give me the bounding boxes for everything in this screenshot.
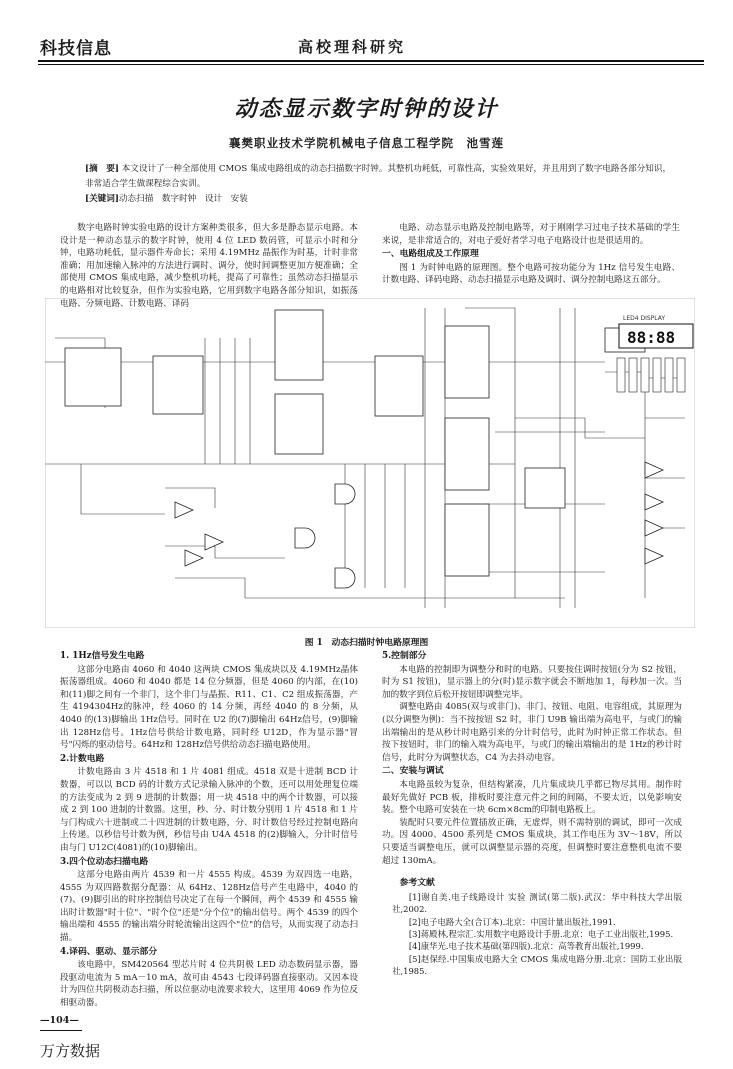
figure-caption: 图 1 动态扫描时钟电路原理图 [304,638,429,648]
section-install-paragraph: 本电路虽较为复杂，但结构紧凑，几片集成块几乎都已物尽其用。制作时最好先做好 PCB 板，排板时要注意元件之间的间隔，不要太近，以免影响安装。整个电路可安装在一块 6cm×8cm的印制电路板上。 [382,779,682,816]
paper-author: 襄樊职业技术学院机械电子信息工程学院 池雪莲 [229,136,504,150]
schematic-gates [175,462,663,588]
page-number: —104— [40,1015,79,1026]
section-decode-paragraph: 该电路中，SM420564 型芯片时 4 位共阴极 LED 动态数码显示器，器段驱动电流为 5 mA－10 mA，故可由 4543 七段译码器直接驱动。又因本设计为四位共阴极动态扫描，所以位驱动电流要求较大，这里用 4069 作为位反相驱动器。 [60,960,358,1009]
reference-item: [2]电子电路大全(合订本).北京：中国计量出版社,1991. [408,916,616,927]
reference-item: [1]谢自美.电子线路设计 实验 测试(第二版).武汉：华中科技大学出版社,2002. [392,891,682,915]
abstract-label: [摘 要] [85,164,119,174]
ic-4518-chip [375,356,423,416]
journal-name: 科技信息 [40,39,112,59]
body-left-column-2 [60,649,358,1010]
circuit-overview-paragraph: 图 1 为时钟电路的原理图。整个电路可按功能分为 1Hz 信号发生电路、计数电路、译码电路、动态扫描显示电路及调时、调分控制电路这五部分。 [382,262,680,286]
reference-item: [3]蒋殿林,程宗汇.实用数字电路设计手册.北京：电子工业出版社,1995. [408,928,674,939]
section-heading-circuit: 一、电路组成及工作原理 [382,249,479,260]
references [382,877,682,977]
abstract [85,162,675,192]
schematic-wires [45,298,695,628]
section-control-paragraph-2: 调整电路由 4085(双与或非门)、非门、按钮、电阻、电容组成，其原理为(以分调整为例)：当不按按钮 S2 时，非门 U9B 输出端为高电平，与或门的输出端输出的是从秒计时电路引来的分计时信号，此时为时钟正常工作状态。但按下按钮时，非门的输入端为高电平，与或门的输出端输出的是 1Hz的秒计时信号，此时分为调整状态，C4 为去抖动电容。 [382,702,682,763]
paper-title: 动态显示数字时钟的设计 [234,97,499,122]
section-scan-heading: 3.四个位动态扫描电路 [60,856,149,867]
section-install-heading: 二、安装与调试 [382,766,444,777]
section-install-paragraph-2: 装配时只要元件位置插放正确，无虚焊，则不需特别的调试，即可一次成功。因 4000、4500 系列是 CMOS 集成块，其工作电压为 3V～18V，所以只要适当调整电压，就可以调整显示器的亮度，但调整时要注意整机电流不要超过 130mA。 [382,817,682,866]
circuit-schematic-figure [45,298,695,628]
led-display-label: LED4 DISPLAY [623,315,666,322]
intro-paragraph-cont: 电路、动态显示电路及控制电路等，对于刚刚学习过电子技术基础的学生来说，是非常适合的，对电子爱好者学习电子电路设计也是很适用的。 [382,223,680,246]
led-display-digits: 88:88 [627,328,676,347]
section-counter-paragraph: 计数电路由 3 片 4518 和 1 片 4081 组成。4518 双是十进制 BCD 计数器，可以以 BCD 码的计数方式记录输入脉冲的个数，还可以用处理复位端的方法变成为 2 到 9 进制的计数器；用一块 4518 中的两个计数器，可以接成 2 到 100 进制的计数器。这里，秒、分、时计数分别用 1 片 4518 和 1 片与门构成六十进制或二十四进制的计数电路，分、时计数信号经过控制电路向上传递。以秒信号计数为例，秒信号由 U4A 4518 的(2)脚输入，分计时信号由与门 U12C(4081)的(10)脚输出。 [60,767,358,853]
header-rule-thin [38,64,704,65]
reference-item: [4]康华光.电子技术基础(第四版).北京：高等教育出版社,1999. [408,941,644,952]
keywords-label: [关键词] [85,194,119,204]
section-scan-paragraph: 这部分电路由两片 4539 和一片 4555 构成。4539 为双四选一电路，4555 为双四路数据分配器：从 64Hz、128Hz信号产生电路中，4040 的(7)、(9)脚引出的时序控制信号决定了在每一个瞬间，两个 4539 和 4555 输出时计数器"时十位"、"时个位"还是"分个位"的输出信号。两个 4539 的四个输出端和 4555 的输出端分时轮流输出这四个"位"的信号，从而实现了动态扫描。 [60,870,358,944]
ic-4555-chip [445,504,489,576]
intro-paragraph: 数字电路时钟实验电路的设计方案种类很多，但大多是静态显示电路。本设计是一种动态显示的数字时钟，使用 4 位 LED 数码管，可显示小时和分钟，电路功耗低，显示器件寿命长；采用 4.19MHz 晶振作为时基，计时非常准确；用加速输入脉冲的方法进行调时、调分，使时间调整更加方便准确；全部使用 CMOS 集成电路，减少整机功耗，提高了可靠性；虽然动态扫描显示的电路相对比较复杂，但作为实验电路，它用到数字电路各部分知识，如振荡电路、分频电路、计数电路、译码 [60,223,358,309]
section-1hz-paragraph: 这部分电路由 4060 和 4040 这两块 CMOS 集成块以及 4.19MHz晶体振荡器组成。4060 和 4040 都是 14 位分频器，但是 4060 的内部，在(10)和(11)脚之间有一个非门，这个非门与晶振、R11、C1、C2 组成振荡器，产生 4194304Hz的脉冲，经 4060 的 14 分频，再经 4040 的 8 分频，从 4040 的(13)脚输出 1Hz信号。同时在 U2 的(7)脚输出 64Hz信号，(9)脚输出 128Hz信号。1Hz信号供给计数电路，同时经 U12D，作为显示器"冒号"闪烁的驱动信号。64Hz和 128Hz信号供给动态扫描电路使用。 [60,664,358,751]
body-right-column-2 [382,649,682,978]
ic-4060-chip [65,348,121,406]
section-counter-heading: 2.计数电路 [60,753,105,764]
references-heading: 参考文献 [399,878,435,889]
section-control-heading: 5.控制部分 [382,651,427,661]
abstract-block [85,162,675,207]
schematic-led-bar [617,358,685,392]
journal-column: 高校理科研究 [298,38,407,56]
schematic-chips [65,310,645,576]
ic-4518-chip [275,310,323,380]
footer-rule [40,1030,82,1031]
ic-4040-chip [153,356,203,414]
reference-item: [5]赵保经.中国集成电路大全 CMOS 集成电路分册.北京：国防工业出版社,1985. [392,953,682,977]
section-control-paragraph: 本电路的控制即为调整分和时的电路。只要按住调时按钮(分为 S2 按钮，时为 S1 按钮)，显示器上的分(时)显示数字就会不断地加 1，每秒加一次。当加的数字到位后松开按钮即调整完毕。 [382,664,682,700]
keywords-text: 动态扫描 数字时钟 设计 安装 [118,194,248,204]
header-rule [38,60,704,62]
ic-4543-chip [525,468,565,508]
abstract-text: 本文设计了一种全部使用 CMOS 集成电路组成的动态扫描数字时钟。其整机功耗低，可靠性高，实验效果好，并且用到了数字电路各部分知识，非常适合学生做课程综合实训。 [85,164,672,189]
section-decode-heading: 4.译码、驱动、显示部分 [60,946,158,957]
keywords [85,192,675,207]
ic-4518-chip [275,394,323,454]
section-1hz-heading: 1. 1Hz信号发生电路 [60,651,145,661]
body-left-column-1 [60,222,358,310]
ic-4539-chip [445,418,489,490]
ic-4539-chip [445,326,489,398]
wanfang-logo: 万方数据 [40,1042,101,1060]
body-right-column-1 [382,222,680,287]
